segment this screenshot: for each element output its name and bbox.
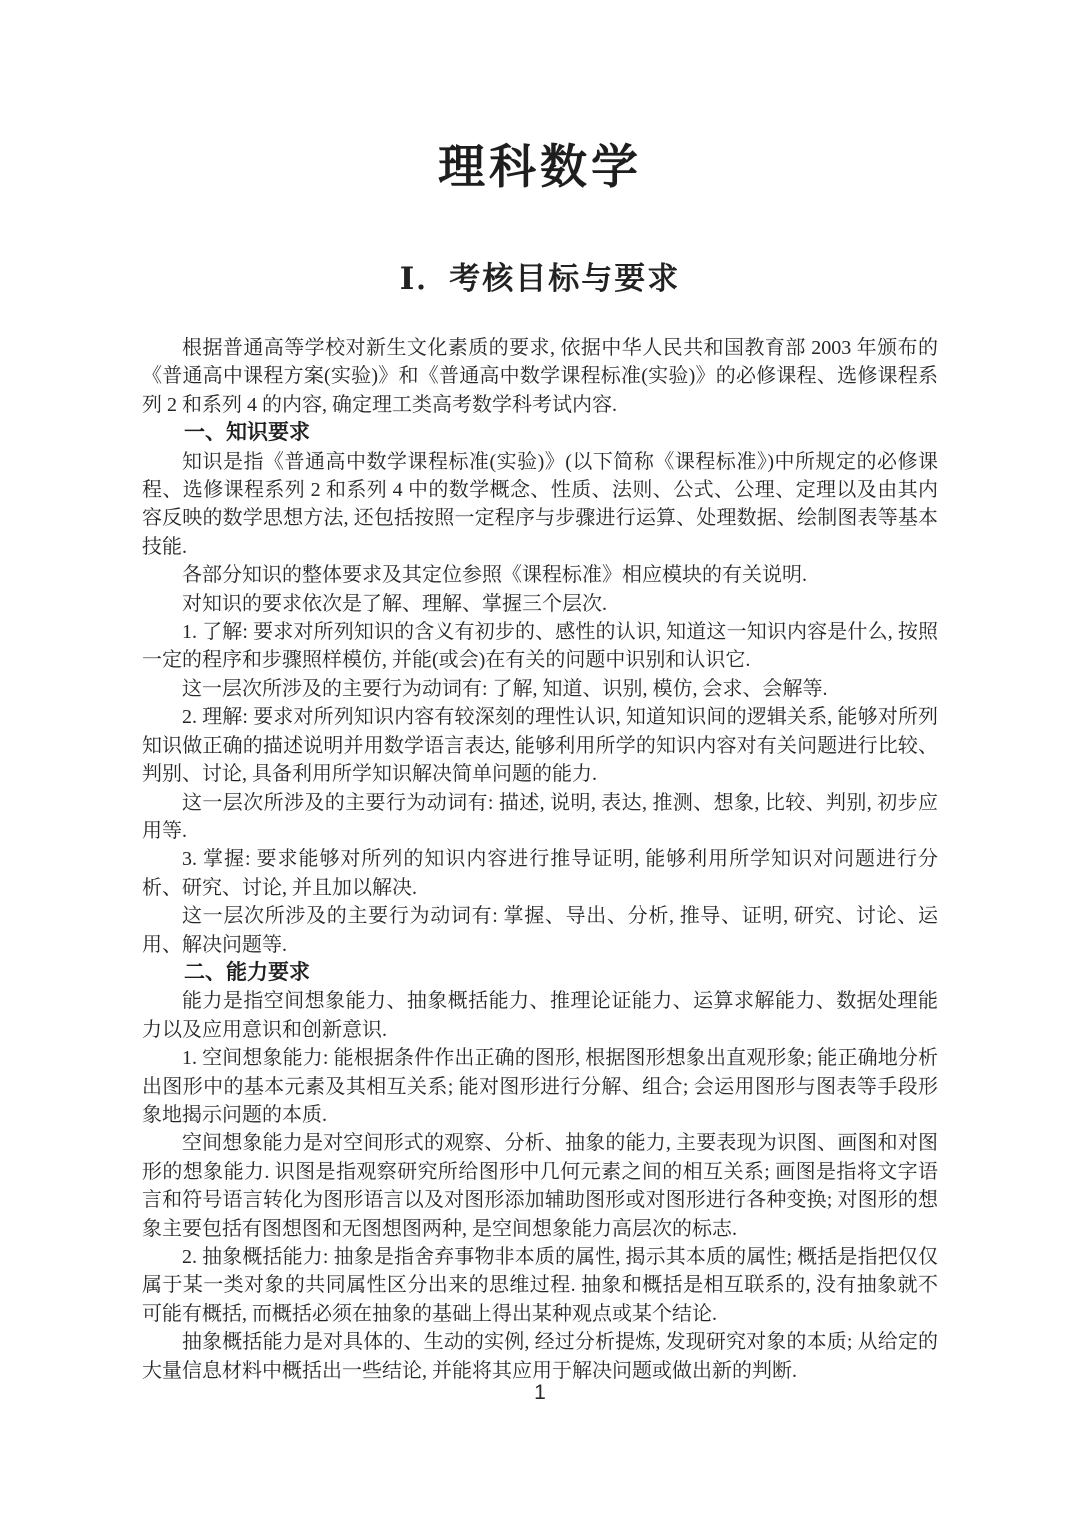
- document-title: 理科数学: [438, 142, 642, 194]
- paragraph: 知识是指《普通高中数学课程标准(实验)》(以下简称《课程标准》)中所规定的必修课程、选修课程系列 2 和系列 4 中的数学概念、性质、法则、公式、公理、定理以及由其内容反映的数学思想方法, 还包括按照一定程序与步骤进行运算、处理数据、绘制图表等基本技能.: [142, 450, 938, 558]
- paragraph: 1. 了解: 要求对所列知识的含义有初步的、感性的认识, 知道这一知识内容是什么, 按照一定的程序和步骤照样模仿, 并能(或会)在有关的问题中识别和认识它.: [142, 621, 938, 672]
- paragraph: 空间想象能力是对空间形式的观察、分析、抽象的能力, 主要表现为识图、画图和对图形的想象能力. 识图是指观察研究所给图形中几何元素之间的相互关系; 画图是指将文字语言和符号语言转化为图形语言以及对图形添加辅助图形或对图形进行各种变换; 对图形的想象主要包括有图想图和无图想图两种, 是空间想象能力高层次的标志.: [142, 1132, 938, 1240]
- paragraph: 根据普通高等学校对新生文化素质的要求, 依据中华人民共和国教育部 2003 年颁布的《普通高中课程方案(实验)》和《普通高中数学课程标准(实验)》的必修课程、选修课程系列 2 和系列 4 的内容, 确定理工类高考数学科考试内容.: [142, 337, 938, 416]
- paragraph: 对知识的要求依次是了解、理解、掌握三个层次.: [182, 592, 607, 615]
- paragraph: 这一层次所涉及的主要行为动词有: 描述, 说明, 表达, 推测、想象, 比较、判别, 初步应用等.: [142, 791, 938, 842]
- paragraph: 这一层次所涉及的主要行为动词有: 掌握、导出、分析, 推导、证明, 研究、讨论、运用、解决问题等.: [142, 905, 938, 956]
- paragraph: 各部分知识的整体要求及其定位参照《课程标准》相应模块的有关说明.: [182, 564, 807, 587]
- paragraph: 1. 空间想象能力: 能根据条件作出正确的图形, 根据图形想象出直观形象; 能正确地分析出图形中的基本元素及其相互关系; 能对图形进行分解、组合; 会运用图形与图表等手段形象地揭示问题的本质.: [142, 1047, 938, 1126]
- subsection-heading: 二、能力要求: [184, 960, 310, 984]
- subsection-heading: 一、知识要求: [184, 421, 310, 445]
- section-heading: Ⅰ．考核目标与要求: [399, 261, 681, 296]
- paragraph: 2. 理解: 要求对所列知识内容有较深刻的理性认识, 知道知识间的逻辑关系, 能够对所列知识做正确的描述说明并用数学语言表达, 能够利用所学的知识内容对有关问题进行比较、判别、讨论, 具备利用所学知识解决简单问题的能力.: [142, 706, 938, 786]
- paragraph: 这一层次所涉及的主要行为动词有: 了解, 知道、识别, 模仿, 会求、会解等.: [182, 677, 828, 700]
- document-body: [142, 334, 938, 1385]
- page-number: 1: [534, 1381, 546, 1404]
- paragraph: 抽象概括能力是对具体的、生动的实例, 经过分析提炼, 发现研究对象的本质; 从给定的大量信息材料中概括出一些结论, 并能将其应用于解决问题或做出新的判断.: [142, 1331, 938, 1382]
- paragraph: 3. 掌握: 要求能够对所列的知识内容进行推导证明, 能够利用所学知识对问题进行分析、研究、讨论, 并且加以解决.: [142, 848, 938, 899]
- paragraph: 2. 抽象概括能力: 抽象是指舍弃事物非本质的属性, 揭示其本质的属性; 概括是指把仅仅属于某一类对象的共同属性区分出来的思维过程. 抽象和概括是相互联系的, 没有抽象就不可能有概括, 而概括必须在抽象的基础上得出某种观点或某个结论.: [142, 1246, 938, 1325]
- paragraph: 能力是指空间想象能力、抽象概括能力、推理论证能力、运算求解能力、数据处理能力以及应用意识和创新意识.: [142, 990, 938, 1041]
